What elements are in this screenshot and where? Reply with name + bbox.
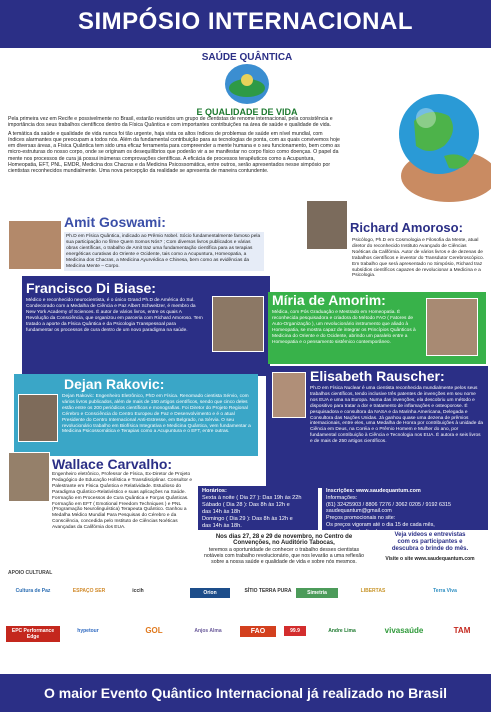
speaker-bio-richard: Psicólogo, Ph.D em Cosmologia e Filosofia da Mente, atual diretor do reconhecido Instituto Avançado de Ciências Noéticas da Califórnia. Autor de vários livros e de dezenas de trabalhos científicos e inventor do Transdutor Cerebroscópico. Em trabalho que será apresentado no Simpósio, Richard traz subsídios científicos capazes de revolucionar a Medicina e a Psicologia. [352,238,484,279]
francisco-di-biase-photo [212,296,264,352]
page-title: SIMPÓSIO INTERNACIONAL [77,8,413,35]
video-promo [372,532,488,563]
speaker-bio-elisabeth: Ph.D em Física Nuclear é uma cientista reconhecida mundialmente pelos seus trabalhos científicos, tendo inclusive três patentes de invenções em seu nome nos EUA e uma na Europa. Numa das invenções, ela descobriu um método e dispositivo para tratar a dor e tratamento de inflamações e osteoporose. É pesquisadora e consultora da NASA e da Marinha Americana, Delegada e Consultora das Nações Unidas. Já ganhou quase uma dezena de prêmios internacionais, entre eles, uma Medalha de Honra por contribuições à unidade da Ciência em Deus, na Coréia e o Prêmio Homem e Mulher do ano, por fundamental contribuição à Ciência e Tecnologia nos EUA. É autora e seis livros e de mais de 250 artigos científicos. [310,386,484,445]
sponsor-logo: Terra Viva [433,588,457,594]
speaker-name-francisco: Francisco Di Biase: [26,280,156,296]
speaker-bio-amit: Ph.D em Física Quântica, indicado ao Prêmio Nobel. Sócio fundamentalmente famoso pela sua participação no filme Quem Somos Nós? ; Com diversos livros publicados e várias obras científicas, o trabalho de Amit traz uma fundamentação científica para as terapias energéticas curativas do Oriente e Ocidente, tais como a Acupuntura, Homeopatia, a Medicina dos Chacras, a Medicina Ayurvédica e Chinesa, bem como as evidências da Medicina Mente – Corpo. [64,232,264,271]
logo-bottom-text: E QUALIDADE DE VIDA [196,107,298,117]
speaker-bio-miria: Médica, com Pós Graduação e Mestrado em Homeopatia. É reconhecida pesquisadora e criadora do Método FAO ( Fatores de Auto-Organização ), um revolucionário instrumento que aliado à Homeopatia, se mostra capaz de integrar os Princípios Quânticos à Medicina do Oriente e do Ocidente, abrindo um paralelo entre a Homeopatia e o pensamento sistêmico contemporâneo. [272,310,416,345]
sponsor-logo: Simetria [296,588,338,598]
registration-line: (81) 32425903 / 8806 7276 / 3062 0205 / 9192 6315 [326,501,451,508]
sponsor-logo: EPC Performance Edge [6,626,60,642]
sponsor-logo: Anjos Alma [194,628,222,634]
logo-top-text: SAÚDE QUÂNTICA [201,52,293,63]
intro-text [8,116,340,177]
intro-paragraph: Pela primeira vez em Recife e possivelmente no Brasil, estarão reunidos um grupo de cientistas de renome internacional, pela consistência e importância dos seus trabalhos científicos dentro da Física Quântica e com importantes contribuições na área de saúde e qualidade de vida. [8,116,333,129]
richard-amoroso-photo [306,200,348,250]
sponsor-logo: LIBERTAS [360,588,386,594]
speaker-bio-wallace: Engenheiro eletrônico, Professor de Física, Ex-Diretor de Projeto Pedagógico de Educação Holística e Transdisciplinar. Consultor e Palestrante em Física Quântica e Relatividade. Estudioso do Paradigma Quântico-Relativístico e suas aplicações na Saúde. Formação em Processos de Cura Quântica e Forças Quânticas. Formação em EFT ( Emotional Freedom Techniques ) e PNL (Programação Neurolinguística) Terapeuta Quântico. Ganhou a Medalha Médico Mundial Para Pesquisas do Cérebro e da Consciência, concedida pelo Instituto de Ciências Noéticas Avançadas da Califórnia dos EUA. [52,472,192,531]
registration [326,488,486,536]
speaker-name-amit: Amit Goswami: [64,214,166,230]
schedule-title: Horários: [202,488,227,494]
dejan-rakovic-photo [18,394,58,442]
speaker-name-miria: Míria de Amorim: [272,292,386,308]
video-line: Veja vídeos e entrevistas [394,532,466,538]
venue-line: teremos a oportunidade de conhecer o trabalho desses cientistas notáveis com trabalho revolucionário, que nos levarão a uma reflexão sobre a nossa saúde e qualidade de vida e sobre nós mesmos. [203,546,365,566]
registration-title: Inscrições: www.saudequantum.com [326,488,421,494]
sponsor-logo: Cultura de Paz [15,588,51,594]
venue [200,534,368,565]
miria-de-amorim-photo [426,298,478,356]
speaker-name-elisabeth: Elisabeth Rauscher: [310,368,445,384]
sponsor-logo: hypetour [77,628,99,634]
registration-line: saudequantum@gmail.com [326,508,392,515]
sponsor-logo: ESPAÇO SER [72,588,106,594]
schedule-line: Domingo ( Dia 29 ): Das 8h às 12h e [202,516,293,522]
support-label: APOIO CULTURAL [8,570,53,576]
sponsor-logo: 99.9 [284,626,306,636]
registration-line: Os preços vigoram até o dia 15 de cada mês, [326,521,435,528]
sponsor-logo: Andre Lima [328,628,356,634]
hand-globe-image [344,76,491,206]
venue-line: Convenções, no Auditório Tabocas, [233,540,335,547]
schedule-line: Sexta à noite ( Dia 27 ): Das 19h às 22h [202,495,302,501]
venue-line: Nos dias 27, 28 e 29 de novembro, no Centro de [215,534,353,540]
sponsor-logo: FAO [240,626,276,637]
speaker-name-richard: Richard Amoroso: [350,220,463,235]
amit-goswami-photo [8,220,62,270]
registration-line: Preços promocionais no site: [326,515,396,522]
sponsor-logo: vivasaúde [384,626,424,635]
footer-slogan: O maior Evento Quântico Internacional já realizado no Brasil [44,685,447,701]
registration-line: Informações: [326,494,358,501]
sponsor-logo: iccih [132,588,144,594]
speaker-bio-francisco: Médico e reconhecido neurocientista, é o único Grand Ph.D de América do Sul. Condecorado com a Medalha de Ciência e Paz Albert Schweitzer, é membro da New York Academy of Sciences. É autor de vários livros, entre os quais A Revolução da Consciência, que organizou em parceria com Richard Amoroso. Tem tratado a aporte da Física Quântica e da Psicologia Transpessoal para fundamentar os processos de cura dentro de um novo paradigma na saúde. [26,298,203,333]
schedule-line: das 14h às 18h [202,509,241,515]
video-site-link[interactable]: Visite o site www.saudequantum.com [385,556,475,562]
schedule-line: das 14h às 18h. [202,523,242,529]
elisabeth-rauscher-photo [272,372,306,418]
schedule-line: Sábado ( Dia 28 ): Das 8h às 12h e [202,502,290,508]
speaker-name-wallace: Wallace Carvalho: [52,456,173,472]
video-line: descubra o brinde do mês. [391,546,469,552]
symposium-logo [182,48,312,118]
sponsor-logo: TAM [453,626,471,635]
video-line: com os participantes e [397,539,463,545]
header-bar [0,0,491,48]
speaker-name-dejan: Dejan Rakovic: [64,376,165,392]
sponsor-logo: SÍTIO TERRA PURA [244,588,292,594]
footer-bar [0,674,491,712]
intro-paragraph: A temática da saúde e qualidade de vida nunca foi tão urgente, haja vista os altos índices de problemas de saúde em nível mundial, com índices alarmantes que preocupam a todos nós. Além da fundamental contribuição para as tecnologias de ponta, com as quais convivemos hoje em diversas áreas, a Física Quântica tem sido uma eficaz ferramenta para compreender a mente humana e o seu funcionamento, bem como as micro-estruturas do nosso corpo, onde se originam os desequilíbrios que poderão vir a se manifestar no corpo físico como doenças. O papel da mente nos processos de cura já possui inúmeras comprovações científicas. A eficácia de processos terapêuticos como a Acupuntura, Homeopatia, EFT, PNL, EMDR, Medicina dos Chacras e da Medicina Psicossomática, entre outros, serão apresentados nesse simpósio por cientistas reconhecidos mundialmente. Uma nova percepção da realidade se apresenta de maneira contundente. [8,130,340,175]
speaker-bio-dejan: Dejan Rakovic: Engenheiro Eletrônico, PhD em Física. Renomado cientista Sérvio, com vários livros publicados, além de mais de 150 artigos científicos, sendo que cinco deles estão entre os 200 periódicos científicos e monografias. Foi Diretor do Projeto Regional Cérebro e Consciência do Centro Europeu de Paz e Desenvolvimento e é o atual Presidente do Centro Internacional Anti-Estresse, em Belgrado, na Sérvia. O seu revolucionário trabalho em Biofísica Integrativa e Medicina Quântica, vem fundamentar a Medicina Psicossomática e Terapias como a Acupuntura e o EFT, entre outras. [62,394,251,435]
sponsor-logo: GOL [145,626,163,635]
sponsor-logo: Orion [190,588,230,598]
schedule [202,488,318,530]
registration-line: quando são atualizados. [326,528,385,535]
wallace-carvalho-photo [8,452,50,502]
